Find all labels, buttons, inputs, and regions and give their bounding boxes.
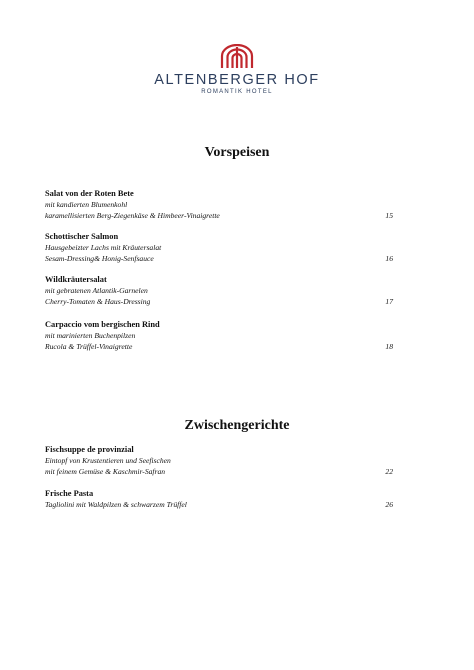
menu-item-price: 15 [385,211,393,220]
hotel-logo [0,44,474,95]
menu-item-name: Carpaccio vom bergischen Rind [45,320,160,329]
menu-item-description: Sesam-Dressing& Honig-Senfsauce [45,254,154,263]
menu-item-description: mit gebratenen Atlantik-Garnelen [45,286,148,295]
menu-item-description: mit kandierten Blumenkohl [45,200,128,209]
section-title: Vorspeisen [204,145,270,160]
arch-logo-icon [220,44,254,68]
brand-subtitle: ROMANTIK HOTEL [201,89,273,95]
menu-item [45,444,393,477]
menu-item-price: 18 [385,342,393,351]
menu-item-price: 17 [385,297,393,306]
menu-item-name: Schottischer Salmon [45,232,119,241]
menu-item [45,274,393,307]
menu-item-description: karamellisierten Berg-Ziegenkäse & Himbeer-Vinaigrette [45,211,220,220]
menu-item-description: mit feinem Gemüse & Kaschmir-Safran [45,467,166,476]
menu-item-description: Rucola & Trüffel-Vinaigrette [45,342,133,351]
brand-name: ALTENBERGER HOF [154,72,320,88]
menu-item-price: 26 [385,500,393,509]
menu-item-price: 22 [385,467,393,476]
menu-item [45,231,393,264]
menu-item-description: Cherry-Tomaten & Haus-Dressing [45,297,151,306]
menu-item-name: Frische Pasta [45,489,94,498]
menu-item-description: Eintopf von Krustentieren und Seefischen [45,456,171,465]
menu-item-name: Salat von der Roten Bete [45,189,134,198]
menu-item-name: Wildkräutersalat [45,275,107,284]
menu-item-price: 16 [385,254,393,263]
section-title: Zwischengerichte [184,418,290,433]
menu-item-description: Hausgebeizter Lachs mit Kräutersalat [45,243,162,252]
menu-item [45,319,393,352]
menu-item-description: mit marinierten Buchenpilzen [45,331,136,340]
menu-item [45,488,393,510]
menu-item-name: Fischsuppe de provinzial [45,445,134,454]
menu-item-description: Tagliolini mit Waldpilzen & schwarzem Trüffel [45,500,187,509]
menu-item [45,188,393,221]
